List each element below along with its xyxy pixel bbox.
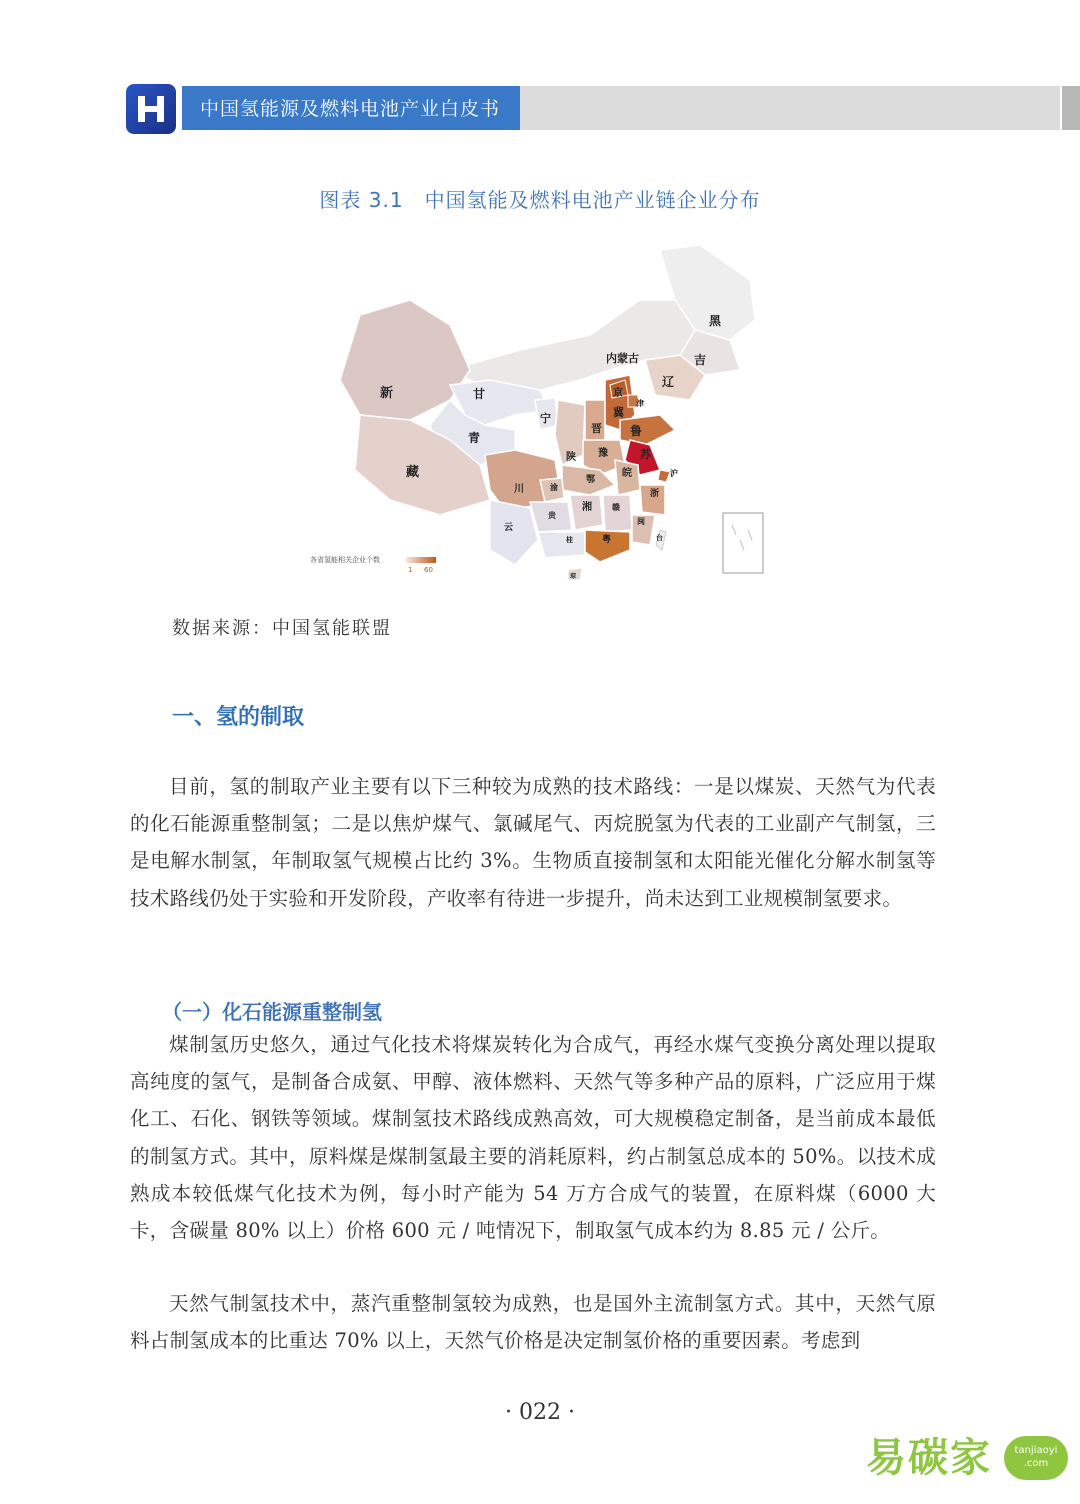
label-ji-hb: 冀 xyxy=(613,406,624,419)
region-guangxi xyxy=(538,532,585,558)
label-gan-jx: 赣 xyxy=(612,503,620,512)
paragraph-coal: 煤制氢历史悠久，通过气化技术将煤炭转化为合成气，再经水煤气变换分离处理以提取高纯度的氢气，是制备合成氨、甲醇、液体燃料、天然气等多种产品的原料，广泛应用于煤化工、石化、钢铁等领域。煤制氢技术路线成熟高效，可大规模稳定制备，是当前成本最低的制氢方式。其中，原料煤是煤制氢最主要的消耗原料，约占制氢总成本的 50%。以技术成熟成本较低煤气化技术为例，每小时产能为 54 万方合成气的装置，在原料煤（6000 大卡，含碳量 80% 以上）价格 600 元 / 吨情况下，制取氢气成本约为 8.85 元 / 公斤。 xyxy=(130,1033,936,1243)
label-gui-gz: 贵 xyxy=(548,511,556,520)
label-lu: 鲁 xyxy=(630,424,643,438)
label-jin-sx: 晋 xyxy=(591,422,602,435)
page-number: · 022 · xyxy=(505,1400,575,1425)
report-title: 中国氢能源及燃料电池产业白皮书 xyxy=(200,98,501,120)
label-e: 鄂 xyxy=(586,475,596,485)
region-yunnan xyxy=(490,500,538,565)
china-enterprise-map xyxy=(300,240,780,590)
label-jin-tj: 津 xyxy=(636,399,644,408)
label-shaan: 陕 xyxy=(566,452,576,463)
hydrogen-h-icon xyxy=(134,92,168,126)
data-source: 数据来源：中国氢能联盟 xyxy=(172,618,392,639)
label-xiang: 湘 xyxy=(582,502,592,513)
label-wan: 皖 xyxy=(622,468,632,479)
report-logo-icon xyxy=(126,84,176,134)
legend-label: 各省氢能相关企业个数 xyxy=(310,556,380,564)
brand-name: 易碳家 xyxy=(866,1435,992,1481)
label-qiong: 琼 xyxy=(570,573,577,580)
label-tai: 台 xyxy=(656,534,663,542)
brand-watermark xyxy=(866,1424,1076,1494)
legend-color-ramp xyxy=(406,557,436,563)
label-zhe: 浙 xyxy=(650,489,660,499)
label-yue: 粤 xyxy=(602,535,612,545)
label-hu: 沪 xyxy=(670,469,678,478)
region-jiangxi xyxy=(603,495,632,532)
choropleth-map xyxy=(300,240,780,590)
south-china-sea-inset xyxy=(723,513,763,573)
legend-min: 1 xyxy=(408,566,413,574)
label-xin: 新 xyxy=(380,386,394,401)
label-yu: 豫 xyxy=(598,448,608,459)
brand-badge xyxy=(1004,1436,1068,1480)
header-edge-band xyxy=(1062,86,1080,130)
legend-max: 60 xyxy=(424,566,433,574)
label-zang: 藏 xyxy=(406,465,420,480)
label-gan: 甘 xyxy=(473,387,486,401)
label-qing: 青 xyxy=(468,431,481,445)
label-ji: 吉 xyxy=(694,353,707,367)
region-shandong xyxy=(620,415,675,445)
label-yu-cq: 渝 xyxy=(550,483,558,492)
brand-badge-line1: tanjiaoyi xyxy=(1014,1445,1058,1456)
section-heading-hydrogen-production: 一、氢的制取 xyxy=(172,705,305,730)
label-min: 闽 xyxy=(637,517,645,526)
subsection-heading-fossil-reforming: （一）化石能源重整制氢 xyxy=(162,1000,382,1024)
label-su: 苏 xyxy=(640,448,651,461)
paragraph-intro: 目前，氢的制取产业主要有以下三种较为成熟的技术路线：一是以煤炭、天然气为代表的化石能源重整制氢；二是以焦炉煤气、氯碱尾气、丙烷脱氢为代表的工业副产气制氢，三是电解水制氢，年制取氢气规模占比约 3%。生物质直接制氢和太阳能光催化分解水制氢等技术路线仍处于实验和开发阶段，产收率有待进一步提升，尚未达到工业规模制氢要求。 xyxy=(130,775,936,910)
label-hei: 黑 xyxy=(709,314,722,328)
label-nmg: 内蒙古 xyxy=(606,352,639,365)
label-jing: 京 xyxy=(613,388,623,399)
paragraph-natural-gas: 天然气制氢技术中，蒸汽重整制氢较为成熟，也是国外主流制氢方式。其中，天然气原料占制氢成本的比重达 70% 以上，天然气价格是决定制氢价格的重要因素。考虑到 xyxy=(130,1292,936,1353)
region-shanghai xyxy=(658,470,670,482)
label-ning: 宁 xyxy=(540,412,551,425)
label-liao: 辽 xyxy=(662,375,675,389)
label-chuan: 川 xyxy=(514,484,524,495)
header-grey-band xyxy=(520,86,1060,130)
figure-title: 图表 3.1 中国氢能及燃料电池产业链企业分布 xyxy=(319,188,761,212)
label-gui-gx: 桂 xyxy=(566,536,573,544)
label-yun: 云 xyxy=(504,523,514,533)
brand-badge-line2: .com xyxy=(1023,1458,1049,1469)
